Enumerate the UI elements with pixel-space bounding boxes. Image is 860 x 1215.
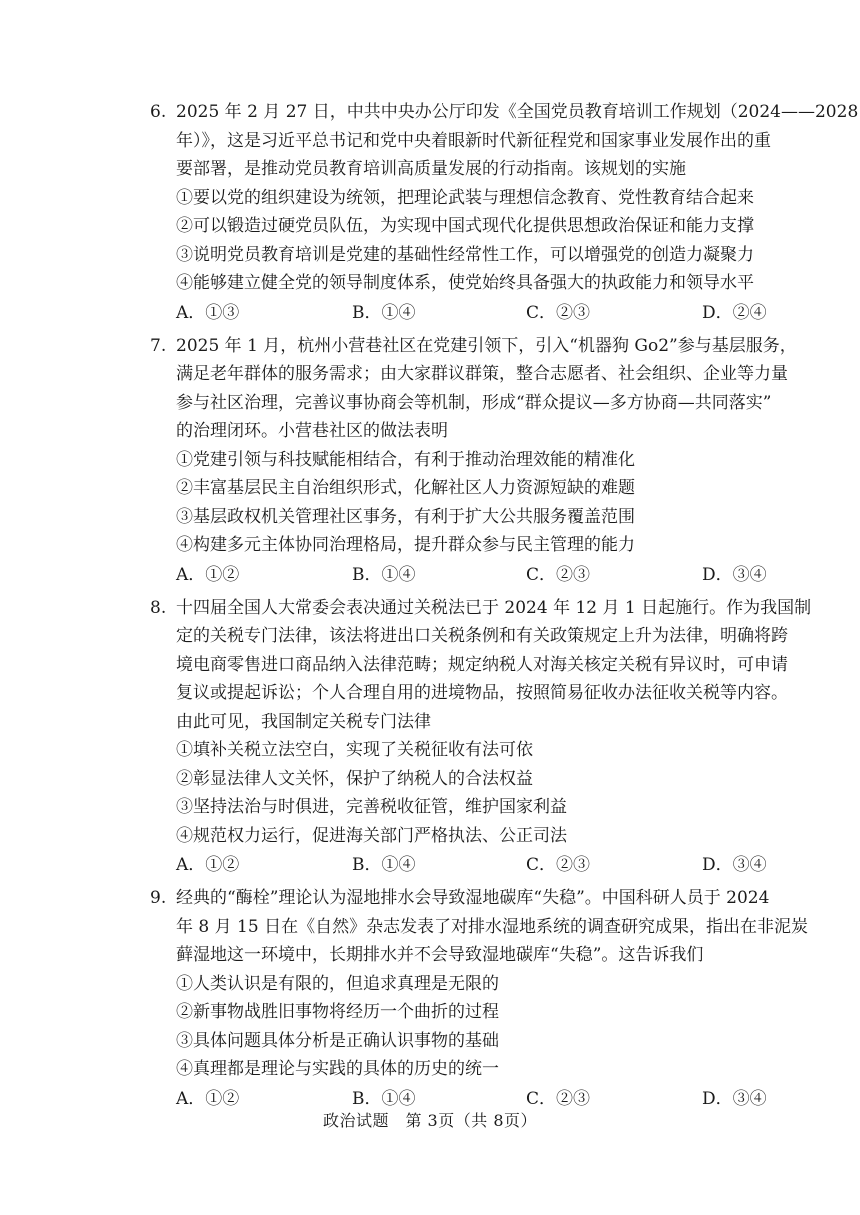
question-stem-line: 满足老年群体的服务需求；由大家群议群策，整合志愿者、社会组织、企业等力量 [176, 364, 788, 384]
answer-choice-b: B．①④ [352, 1088, 416, 1109]
question-stem-line: 藓湿地这一环境中，长期排水并不会导致湿地碳库“失稳”。这告诉我们 [176, 945, 704, 965]
question-6 [150, 98, 859, 328]
statement-option: ④规范权力运行，促进海关部门严格执法、公正司法 [176, 825, 567, 846]
statement-option: ①要以党的组织建设为统领，把理论武装与理想信念教育、党性教育结合起来 [176, 187, 754, 208]
question-stem-line: 经典的“酶栓”理论认为湿地排水会导致湿地碳库“失稳”。中国科研人员于 2024 [176, 888, 770, 908]
answer-choice-b: B．①④ [352, 564, 416, 585]
statement-option: ④能够建立健全党的领导制度体系，使党始终具备强大的执政能力和领导水平 [176, 273, 754, 293]
statement-option: ①人类认识是有限的，但追求真理是无限的 [176, 973, 499, 994]
answer-choices [150, 298, 820, 328]
answer-choice-a: A．①③ [176, 302, 240, 323]
statement-option: ③具体问题具体分析是正确认识事物的基础 [176, 1030, 499, 1051]
question-number: 9. [150, 888, 167, 908]
question-stem-line: 2025 年 1 月，杭州小营巷社区在党建引领下，引入“机器狗 Go2”参与基层服务， [176, 335, 797, 356]
answer-choice-c: C．②③ [526, 564, 591, 585]
question-stem-line: 2025 年 2 月 27 日，中共中央办公厅印发《全国党员教育培训工作规划（2024——2028 [176, 102, 859, 122]
question-stem-line: 境电商零售进口商品纳入法律范畴；规定纳税人对海关核定关税有异议时，可申请 [176, 654, 788, 675]
question-9 [150, 884, 820, 1114]
answer-choice-a: A．①② [176, 1088, 240, 1109]
page-footer: 政治试题 第 3页（共 8页） [322, 1111, 538, 1130]
question-stem-line: 复议或提起诉讼；个人合理自用的进境物品，按照简易征收办法征收关税等内容。 [176, 683, 788, 703]
statement-option: ③说明党员教育培训是党建的基础性经常性工作，可以增强党的创造力凝聚力 [176, 244, 754, 265]
question-stem-line: 年）》，这是习近平总书记和党中央着眼新时代新征程党和国家事业发展作出的重 [176, 130, 771, 151]
statement-option: ③基层政权机关管理社区事务，有利于扩大公共服务覆盖范围 [176, 506, 635, 527]
question-stem-line: 由此可见，我国制定关税专门法律 [176, 711, 431, 732]
question-stem-line: 的治理闭环。小营巷社区的做法表明 [176, 421, 448, 441]
answer-choice-c: C．②③ [526, 1088, 591, 1109]
statement-option: ③坚持法治与时俱进，完善税收征管，维护国家利益 [176, 797, 567, 817]
answer-choice-d: D．③④ [702, 1088, 767, 1109]
question-number: 7. [150, 335, 167, 356]
statement-option: ①党建引领与科技赋能相结合，有利于推动治理效能的精准化 [176, 449, 635, 470]
statement-option: ②丰富基层民主自治组织形式，化解社区人力资源短缺的难题 [176, 478, 635, 498]
question-stem-line: 年 8 月 15 日在《自然》杂志发表了对排水湿地系统的调查研究成果，指出在非泥炭 [176, 916, 809, 937]
question-stem-line: 定的关税专门法律，该法将进出口关税条例和有关政策规定上升为法律，明确将跨 [176, 626, 788, 646]
statement-option: ④构建多元主体协同治理格局，提升群众参与民主管理的能力 [176, 535, 635, 555]
answer-choice-d: D．②④ [702, 302, 767, 323]
answer-choice-d: D．③④ [702, 855, 767, 875]
question-list [150, 98, 859, 1118]
question-7 [150, 332, 820, 590]
answer-choice-b: B．①④ [352, 855, 416, 875]
answer-choice-d: D．③④ [702, 564, 767, 585]
answer-choice-c: C．②③ [526, 302, 591, 323]
statement-option: ②可以锻造过硬党员队伍，为实现中国式现代化提供思想政治保证和能力支撑 [176, 216, 754, 236]
statement-option: ②新事物战胜旧事物将经历一个曲折的过程 [176, 1002, 499, 1022]
answer-choice-b: B．①④ [352, 302, 416, 323]
question-number: 6. [150, 102, 167, 122]
question-stem-line: 要部署，是推动党员教育培训高质量发展的行动指南。该规划的实施 [176, 159, 686, 179]
statement-option: ②彰显法律人文关怀，保护了纳税人的合法权益 [176, 768, 533, 789]
question-number: 8. [150, 597, 167, 618]
question-stem-line: 十四届全国人大常委会表决通过关税法已于 2024 年 12 月 1 日起施行。作为我国制 [176, 597, 812, 618]
answer-choices [150, 850, 820, 880]
question-stem-line: 参与社区治理，完善议事协商会等机制，形成“群众提议—多方协商—共同落实” [176, 392, 772, 413]
answer-choice-a: A．①② [176, 564, 240, 585]
answer-choice-a: A．①② [176, 855, 240, 875]
statement-option: ④真理都是理论与实践的具体的历史的统一 [176, 1059, 499, 1079]
question-8 [150, 594, 820, 881]
answer-choices [150, 560, 820, 590]
answer-choice-c: C．②③ [526, 855, 591, 875]
statement-option: ①填补关税立法空白，实现了关税征收有法可依 [176, 740, 533, 760]
